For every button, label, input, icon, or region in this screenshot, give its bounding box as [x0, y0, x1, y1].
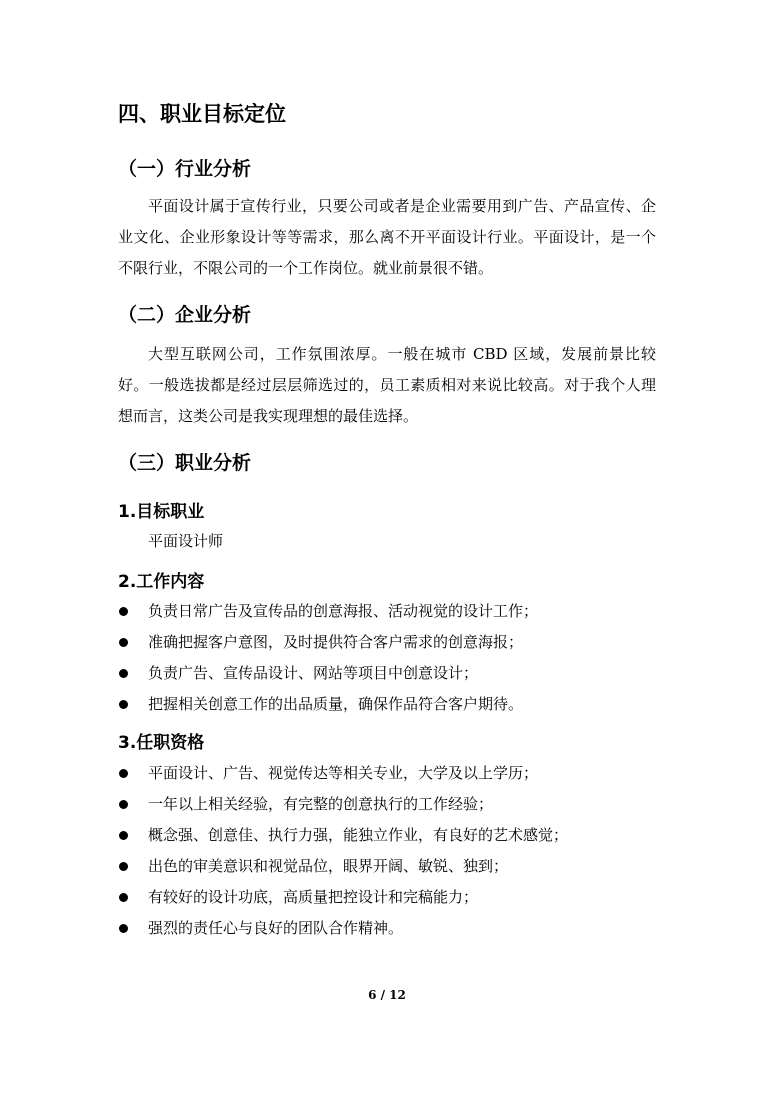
list-item: 出色的审美意识和视觉品位，眼界开阔、敏锐、独到；: [118, 851, 568, 882]
list-item: 平面设计、广告、视觉传达等相关专业，大学及以上学历；: [118, 758, 568, 789]
target-career-heading: 1.目标职业: [118, 502, 205, 522]
list-item: 把握相关创意工作的出品质量，确保作品符合客户期待。: [118, 689, 538, 720]
list-item: 一年以上相关经验，有完整的创意执行的工作经验；: [118, 789, 568, 820]
list-item: 有较好的设计功底，高质量把控设计和完稿能力；: [118, 882, 568, 913]
enterprise-paragraph: 大型互联网公司，工作氛围浓厚。一般在城市 CBD 区域，发展前景比较好。一般选拔都是经过层层筛选过的，员工素质相对来说比较高。对于我个人理想而言，这类公司是我实现理想的最佳选择。: [118, 345, 656, 425]
list-item: 强烈的责任心与良好的团队合作精神。: [118, 913, 568, 944]
enterprise-heading: （二）企业分析: [118, 304, 252, 326]
section-title: 四、职业目标定位: [118, 102, 286, 126]
bullet-icon: [119, 862, 128, 871]
target-career-value: 平面设计师: [148, 532, 224, 550]
bullet-icon: [119, 638, 128, 647]
bullet-icon: [119, 893, 128, 902]
bullet-icon: [119, 669, 128, 678]
bullet-icon: [119, 700, 128, 709]
list-item: 负责日常广告及宣传品的创意海报、活动视觉的设计工作；: [118, 596, 538, 627]
work-content-heading: 2.工作内容: [118, 572, 205, 592]
industry-paragraph: 平面设计属于宣传行业，只要公司或者是企业需要用到广告、产品宣传、企业文化、企业形象设计等等需求，那么离不开平面设计行业。平面设计，是一个不限行业，不限公司的一个工作岗位。就业前景很不错。: [118, 197, 656, 277]
career-heading: （三）职业分析: [118, 452, 252, 474]
page-number: 6 / 12: [368, 988, 406, 1002]
list-item: 负责广告、宣传品设计、网站等项目中创意设计；: [118, 658, 538, 689]
bullet-icon: [119, 607, 128, 616]
bullet-icon: [119, 831, 128, 840]
list-item: 准确把握客户意图，及时提供符合客户需求的创意海报；: [118, 627, 538, 658]
bullet-icon: [119, 800, 128, 809]
qualifications-list: [118, 758, 568, 944]
qualifications-heading: 3.任职资格: [118, 733, 205, 753]
list-item: 概念强、创意佳、执行力强，能独立作业，有良好的艺术感觉；: [118, 820, 568, 851]
industry-heading: （一）行业分析: [118, 158, 252, 180]
bullet-icon: [119, 924, 128, 933]
bullet-icon: [119, 769, 128, 778]
work-content-list: [118, 596, 538, 720]
